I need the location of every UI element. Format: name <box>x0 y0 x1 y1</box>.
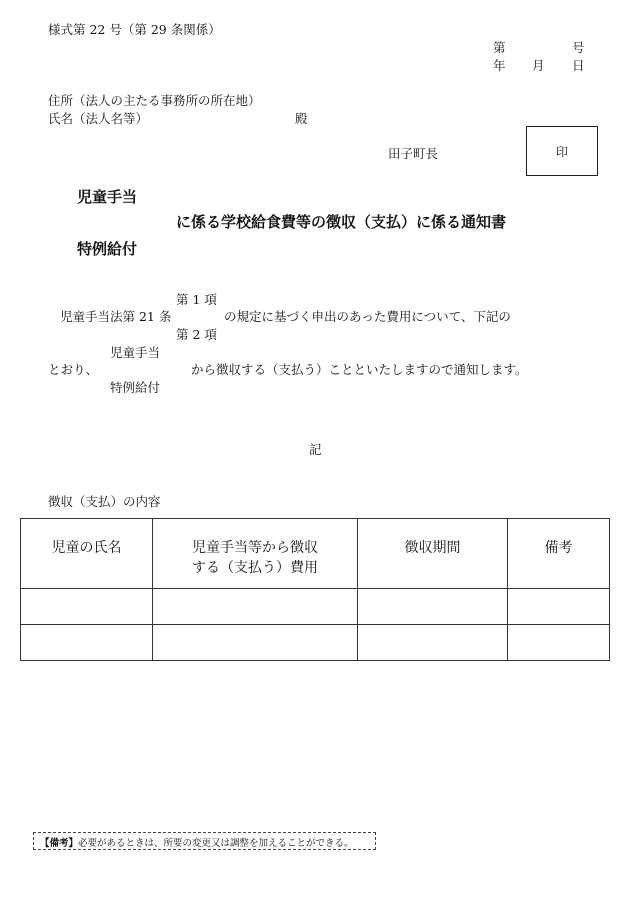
cell-collected-cost[interactable] <box>153 589 358 625</box>
cell-collected-cost[interactable] <box>153 625 358 661</box>
doc-number-prefix: 第 <box>493 40 506 55</box>
header-remarks: 備考 <box>508 519 610 589</box>
cell-collection-period[interactable] <box>358 625 508 661</box>
address-label: 住所（法人の主たる事務所の所在地） <box>48 93 261 108</box>
paragraph-option-item2: 第 2 項 <box>176 327 217 342</box>
remarks-note <box>33 832 376 850</box>
remarks-note-tag: 【備考】 <box>40 838 79 849</box>
paragraph-line1-text: の規定に基づく申出のあった費用について、下記の <box>224 309 511 324</box>
paragraph-option-item1: 第 1 項 <box>176 292 217 307</box>
title-option-special-benefit: 特例給付 <box>77 240 138 258</box>
table-row <box>21 625 610 661</box>
table-row <box>21 589 610 625</box>
cell-child-name[interactable] <box>21 589 153 625</box>
paragraph-option-special-benefit: 特例給付 <box>110 380 161 395</box>
name-label: 氏名（法人名等） <box>48 111 149 126</box>
date-month-label: 月 <box>532 58 545 73</box>
header-child-name: 児童の氏名 <box>21 519 153 589</box>
header-collected-cost <box>153 519 358 589</box>
title-option-child-allowance: 児童手当 <box>77 188 138 206</box>
header-collected-cost-line1: 児童手当等から徴収 <box>192 540 318 556</box>
ki-mark: 記 <box>309 442 322 457</box>
paragraph-line2-text: から徴収する（支払う）ことといたしますので通知します。 <box>191 362 528 377</box>
doc-number-suffix: 号 <box>572 40 585 55</box>
paragraph-option-child-allowance: 児童手当 <box>110 345 161 360</box>
cell-remarks[interactable] <box>508 625 610 661</box>
form-number: 様式第 22 号（第 29 条関係） <box>48 22 221 37</box>
remarks-note-text: 必要があるときは、所要の変更又は調整を加えることができる。 <box>78 838 354 849</box>
issuer-name: 田子町長 <box>388 146 439 161</box>
paragraph-line2-prefix: とおり、 <box>48 362 99 377</box>
cell-collection-period[interactable] <box>358 589 508 625</box>
section-label: 徴収（支払）の内容 <box>48 494 161 509</box>
date-year-label: 年 <box>493 58 506 73</box>
table-header-row <box>21 519 610 589</box>
paragraph-law-reference: 児童手当法第 21 条 <box>60 309 172 324</box>
cell-child-name[interactable] <box>21 625 153 661</box>
seal-box <box>526 126 598 176</box>
seal-label: 印 <box>555 145 568 159</box>
cell-remarks[interactable] <box>508 589 610 625</box>
document-title: に係る学校給食費等の徴収（支払）に係る通知書 <box>176 213 507 231</box>
header-collected-cost-line2: する（支払う）費用 <box>192 560 318 577</box>
date-day-label: 日 <box>572 58 585 73</box>
header-collection-period: 徴収期間 <box>358 519 508 589</box>
collection-table <box>20 518 610 661</box>
honorific: 殿 <box>295 111 308 126</box>
